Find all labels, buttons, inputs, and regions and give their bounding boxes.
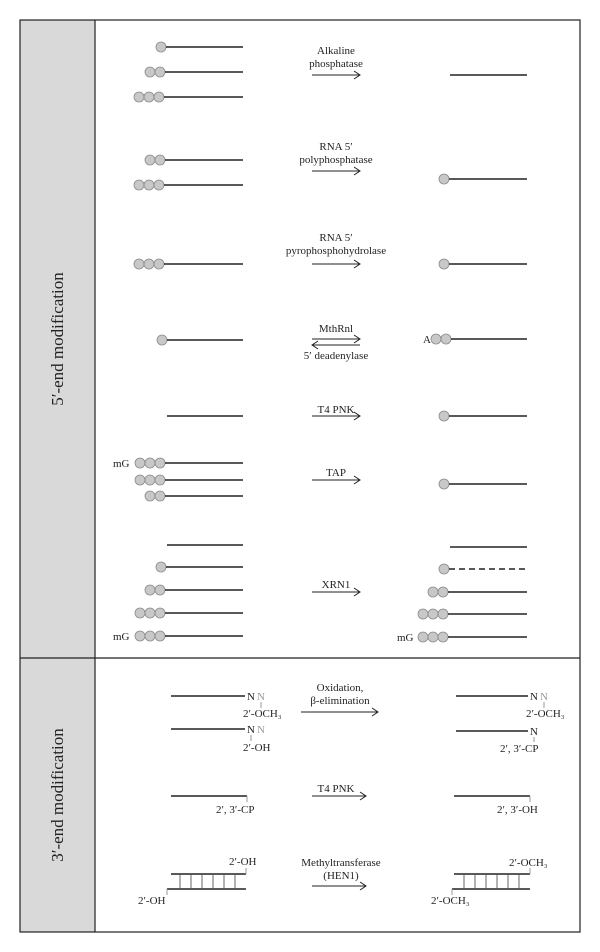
phosphate bbox=[431, 334, 441, 344]
end-group-label: 2′, 3′-OH bbox=[497, 804, 538, 816]
phosphate bbox=[154, 92, 164, 102]
cap-label: mG bbox=[397, 632, 414, 644]
phosphate bbox=[145, 608, 155, 618]
phosphate bbox=[155, 67, 165, 77]
enzyme-label: phosphatase bbox=[309, 58, 363, 70]
phosphate bbox=[135, 608, 145, 618]
nucleotide-label: N bbox=[247, 691, 255, 703]
phosphate bbox=[134, 180, 144, 190]
arrow-icon bbox=[312, 260, 360, 268]
phosphate bbox=[441, 334, 451, 344]
end-group-label: 2′-OCH₃ bbox=[243, 708, 282, 720]
phosphate bbox=[438, 609, 448, 619]
phosphate bbox=[418, 632, 428, 642]
phosphate bbox=[145, 491, 155, 501]
row-xrn1 bbox=[113, 545, 527, 644]
nucleotide-label: N bbox=[530, 691, 538, 703]
phosphate bbox=[145, 585, 155, 595]
phosphate bbox=[155, 491, 165, 501]
end-group-label: 2′-OCH₃ bbox=[526, 708, 565, 720]
phosphate bbox=[156, 42, 166, 52]
phosphate bbox=[156, 562, 166, 572]
phosphate bbox=[145, 475, 155, 485]
nucleotide-label: N bbox=[540, 691, 548, 703]
phosphate bbox=[438, 587, 448, 597]
row-tap bbox=[113, 458, 527, 501]
phosphate bbox=[428, 632, 438, 642]
arrow-icon bbox=[312, 71, 360, 79]
phosphate bbox=[155, 475, 165, 485]
cap-label: mG bbox=[113, 458, 130, 470]
phosphate bbox=[155, 608, 165, 618]
enzyme-label: pyrophosphohydrolase bbox=[285, 245, 387, 257]
end-group-label: 2′-OH bbox=[229, 856, 257, 868]
enzyme-label: T4 PNK bbox=[317, 783, 355, 795]
phosphate bbox=[135, 631, 145, 641]
end-group-label: 2′, 3′-CP bbox=[500, 743, 539, 755]
row-alkaline-phosphatase bbox=[134, 42, 527, 102]
arrow-icon bbox=[312, 882, 366, 890]
phosphate bbox=[154, 180, 164, 190]
nucleotide-label: N bbox=[257, 724, 265, 736]
enzyme-label: Alkaline bbox=[317, 45, 355, 57]
enzyme-label: XRN1 bbox=[321, 579, 351, 591]
phosphate bbox=[145, 458, 155, 468]
cap-label: mG bbox=[113, 631, 130, 643]
phosphate bbox=[418, 609, 428, 619]
enzyme-label: Oxidation, bbox=[316, 682, 364, 694]
end-group-label: 2′-OCH₃ bbox=[509, 857, 548, 869]
nucleotide-label: N bbox=[257, 691, 265, 703]
adenylate-label: A bbox=[423, 334, 431, 346]
phosphate bbox=[134, 92, 144, 102]
phosphate bbox=[134, 259, 144, 269]
phosphate bbox=[145, 631, 155, 641]
enzyme-label: RNA 5′ bbox=[319, 232, 353, 244]
phosphate bbox=[145, 67, 155, 77]
phosphate bbox=[155, 585, 165, 595]
phosphate bbox=[135, 475, 145, 485]
phosphate bbox=[157, 335, 167, 345]
end-group-label: 2′-OH bbox=[243, 742, 271, 754]
phosphate bbox=[439, 259, 449, 269]
phosphate bbox=[428, 609, 438, 619]
row-oxidation-beta-elimination bbox=[171, 682, 565, 755]
phosphate bbox=[438, 632, 448, 642]
enzyme-label: 5′ deadenylase bbox=[303, 350, 369, 362]
phosphate bbox=[154, 259, 164, 269]
phosphate bbox=[155, 458, 165, 468]
enzyme-label: Methyltransferase bbox=[301, 857, 381, 869]
row-t4-pnk-3 bbox=[171, 783, 538, 816]
enzyme-label: polyphosphatase bbox=[299, 154, 373, 166]
enzyme-label: RNA 5′ bbox=[319, 141, 353, 153]
enzyme-label: β-elimination bbox=[310, 695, 370, 707]
phosphate bbox=[135, 458, 145, 468]
phosphate bbox=[144, 180, 154, 190]
arrow-icon bbox=[312, 335, 360, 349]
three-prime-section-title: 3′-end modification bbox=[48, 728, 67, 862]
phosphate bbox=[439, 479, 449, 489]
phosphate bbox=[439, 411, 449, 421]
base-pairs bbox=[180, 874, 235, 889]
row-t4-pnk-5 bbox=[167, 404, 527, 421]
base-pairs bbox=[464, 874, 519, 889]
phosphate bbox=[144, 92, 154, 102]
enzyme-label: TAP bbox=[326, 467, 346, 479]
arrow-icon bbox=[312, 167, 360, 175]
row-methyltransferase-hen1 bbox=[138, 856, 548, 907]
phosphate bbox=[439, 564, 449, 574]
phosphate bbox=[144, 259, 154, 269]
row-mthrnl-deadenylase bbox=[157, 323, 527, 362]
phosphate bbox=[155, 155, 165, 165]
row-rna-pyrophosphohydrolase bbox=[134, 232, 527, 269]
end-group-label: 2′-OCH₃ bbox=[431, 895, 470, 907]
end-group-label: 2′, 3′-CP bbox=[216, 804, 255, 816]
five-prime-section-title: 5′-end modification bbox=[48, 272, 67, 406]
nucleotide-label: N bbox=[247, 724, 255, 736]
phosphate bbox=[145, 155, 155, 165]
phosphate bbox=[155, 631, 165, 641]
enzyme-label: MthRnl bbox=[318, 323, 354, 335]
phosphate bbox=[439, 174, 449, 184]
nucleotide-label: N bbox=[530, 726, 538, 738]
enzyme-label: T4 PNK bbox=[317, 404, 355, 416]
arrow-icon bbox=[301, 708, 378, 716]
row-rna-polyphosphatase bbox=[134, 141, 527, 190]
enzyme-label: (HEN1) bbox=[323, 870, 359, 882]
end-group-label: 2′-OH bbox=[138, 895, 166, 907]
phosphate bbox=[428, 587, 438, 597]
